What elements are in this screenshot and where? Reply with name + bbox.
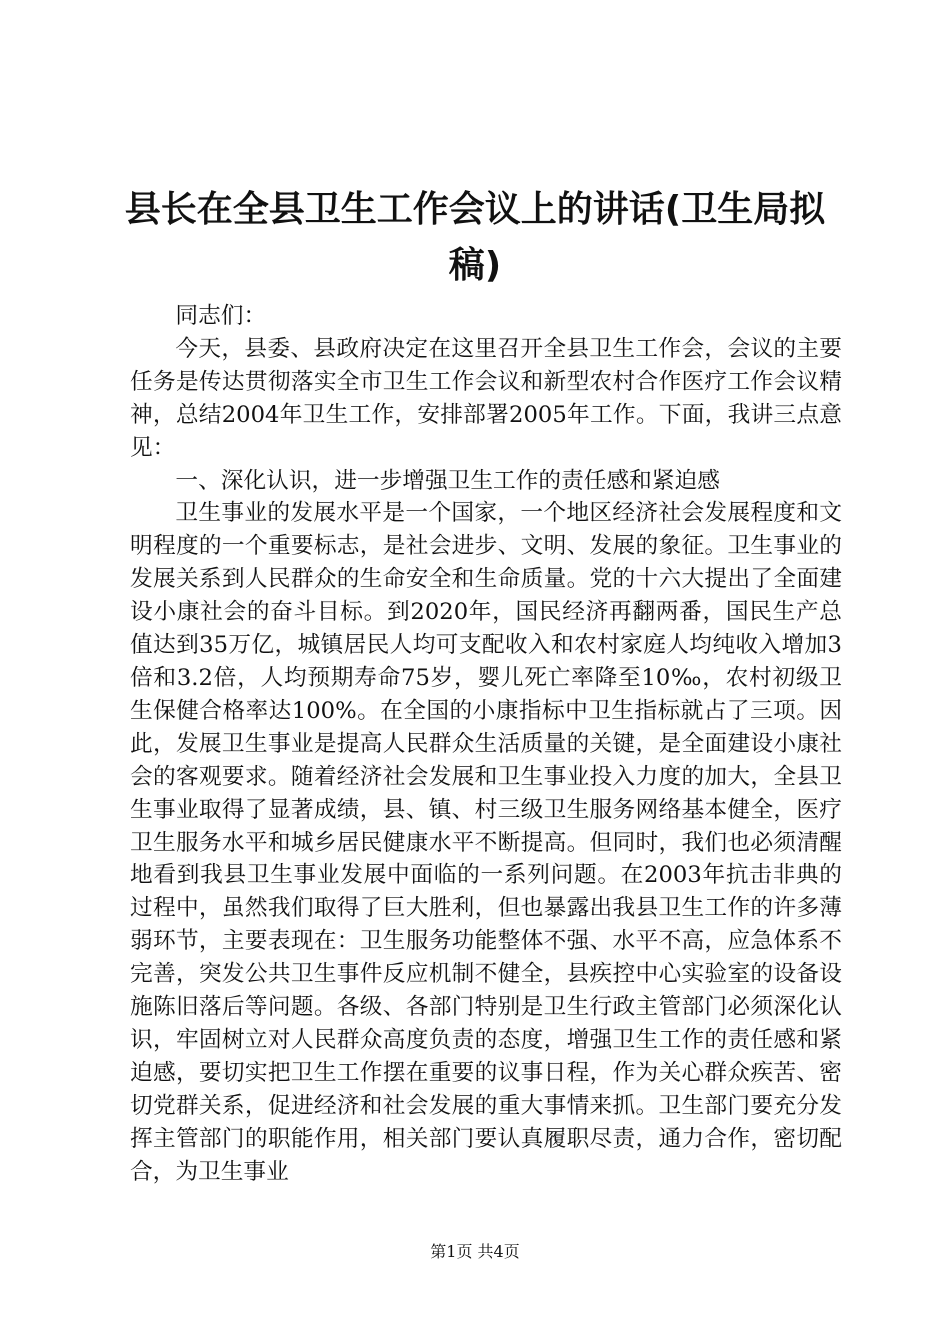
salutation-paragraph: 同志们： [175,303,267,329]
page-number-footer: 第1页 共4页 [430,1242,520,1261]
intro-paragraph: 今天，县委、县政府决定在这里召开全县卫生工作会，会议的主要任务是传达贯彻落实全市卫生工作会议和新型农村合作医疗工作会议精神，总结2004年卫生工作，安排部署2005年工作。下面，我讲三点意见： [130,335,842,461]
document-body [130,300,842,1188]
body-paragraph: 卫生事业的发展水平是一个国家，一个地区经济社会发展程度和文明程度的一个重要标志，是社会进步、文明、发展的象征。卫生事业的发展关系到人民群众的生命安全和生命质量。党的十六大提出了全面建设小康社会的奋斗目标。到2020年，国民经济再翻两番，国民生产总值达到35万亿，城镇居民人均可支配收入和农村家庭人均纯收入增加3倍和3.2倍，人均预期寿命75岁，婴儿死亡率降至10‰，农村初级卫生保健合格率达100%。在全国的小康指标中卫生指标就占了三项。因此，发展卫生事业是提高人民群众生活质量的关键，是全面建设小康社会的客观要求。随着经济社会发展和卫生事业投入力度的加大，全县卫生事业取得了显著成绩，县、镇、村三级卫生服务网络基本健全，医疗卫生服务水平和城乡居民健康水平不断提高。但同时，我们也必须清醒地看到我县卫生事业发展中面临的一系列问题。在2003年抗击非典的过程中，虽然我们取得了巨大胜利，但也暴露出我县卫生工作的许多薄弱环节，主要表现在：卫生服务功能整体不强、水平不高，应急体系不完善，突发公共卫生事件反应机制不健全，县疾控中心实验室的设备设施陈旧落后等问题。各级、各部门特别是卫生行政主管部门必须深化认识，牢固树立对人民群众高度负责的态度，增强卫生工作的责任感和紧迫感，要切实把卫生工作摆在重要的议事日程，作为关心群众疾苦、密切党群关系，促进经济和社会发展的重大事情来抓。卫生部门要充分发挥主管部门的职能作用，相关部门要认真履职尽责，通力合作，密切配合，为卫生事业 [130,500,842,1185]
document-title: 县长在全县卫生工作会议上的讲话(卫生局拟稿) [124,189,826,286]
section-heading: 一、深化认识，进一步增强卫生工作的责任感和紧迫感 [175,467,720,494]
